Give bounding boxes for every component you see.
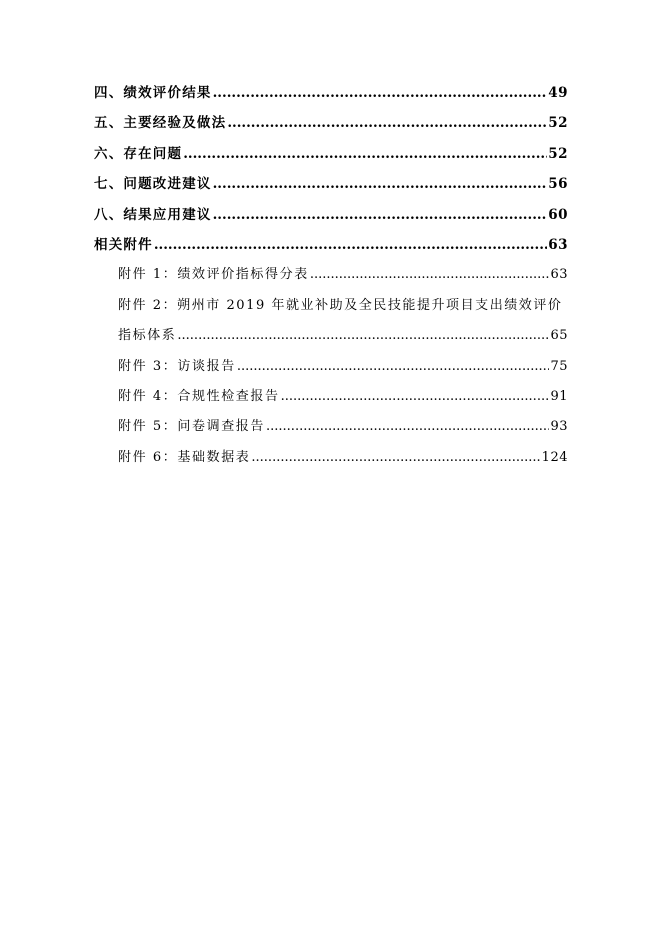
dot-leader [177,321,549,351]
toc-appendix-3[interactable] [94,352,568,382]
toc-entry-results[interactable] [94,78,568,108]
dot-leader [213,200,548,230]
toc-entry-page: 56 [548,176,568,193]
dot-leader [213,78,548,108]
toc-entry-label-continued: 指标体系 [118,328,177,344]
toc-entry-label: 四、绩效评价结果 [94,85,212,101]
toc-entry-label: 附件 4：合规性检查报告 [118,388,280,404]
toc-entry-appendices[interactable] [94,230,568,260]
toc-appendix-2-line2[interactable] [94,321,568,351]
toc-entry-label: 附件 2：朔州市 2019 年就业补助及全民技能提升项目支出绩效评价 [118,297,563,313]
dot-leader [310,260,550,290]
toc-entry-label: 附件 5：问卷调查报告 [118,419,266,435]
toc-entry-page: 52 [548,145,568,162]
toc-entry-label: 七、问题改进建议 [94,176,212,193]
toc-entry-label: 五、主要经验及做法 [94,115,227,132]
toc-entry-label: 八、结果应用建议 [94,206,212,223]
toc-entry-page: 52 [548,115,568,132]
toc-entry-page: 65 [550,328,568,344]
dot-leader [227,108,547,138]
toc-entry-improvements[interactable] [94,169,568,199]
toc-entry-label: 附件 6：基础数据表 [118,449,251,465]
toc-appendix-6[interactable] [94,443,568,473]
toc-entry-label: 相关附件 [94,236,153,253]
toc-entry-experience[interactable] [94,108,568,138]
toc-entry-application[interactable] [94,200,568,230]
dot-leader [251,443,540,473]
toc-entry-problems[interactable] [94,139,568,169]
toc-appendix-1[interactable] [94,260,568,290]
toc-entry-page: 63 [548,236,568,253]
toc-appendix-4[interactable] [94,382,568,412]
toc-entry-page: 93 [550,419,568,435]
toc-entry-page: 124 [541,449,568,465]
toc-entry-page: 91 [550,388,568,404]
dot-leader [281,382,550,412]
toc-entry-label: 附件 1：绩效评价指标得分表 [118,267,309,283]
dot-leader [183,139,547,169]
toc-appendix-5[interactable] [94,412,568,442]
toc-entry-label: 六、存在问题 [94,145,183,162]
dot-leader [237,352,550,382]
toc-entry-label: 附件 3：访谈报告 [118,358,236,374]
dot-leader [154,230,547,260]
toc-entry-page: 49 [548,85,568,101]
toc-appendix-2-line1[interactable] [94,291,568,321]
table-of-contents [94,78,568,473]
toc-entry-page: 60 [548,206,568,223]
toc-entry-page: 63 [550,267,568,283]
toc-entry-page: 75 [550,358,568,374]
dot-leader [213,169,548,199]
dot-leader [266,412,549,442]
